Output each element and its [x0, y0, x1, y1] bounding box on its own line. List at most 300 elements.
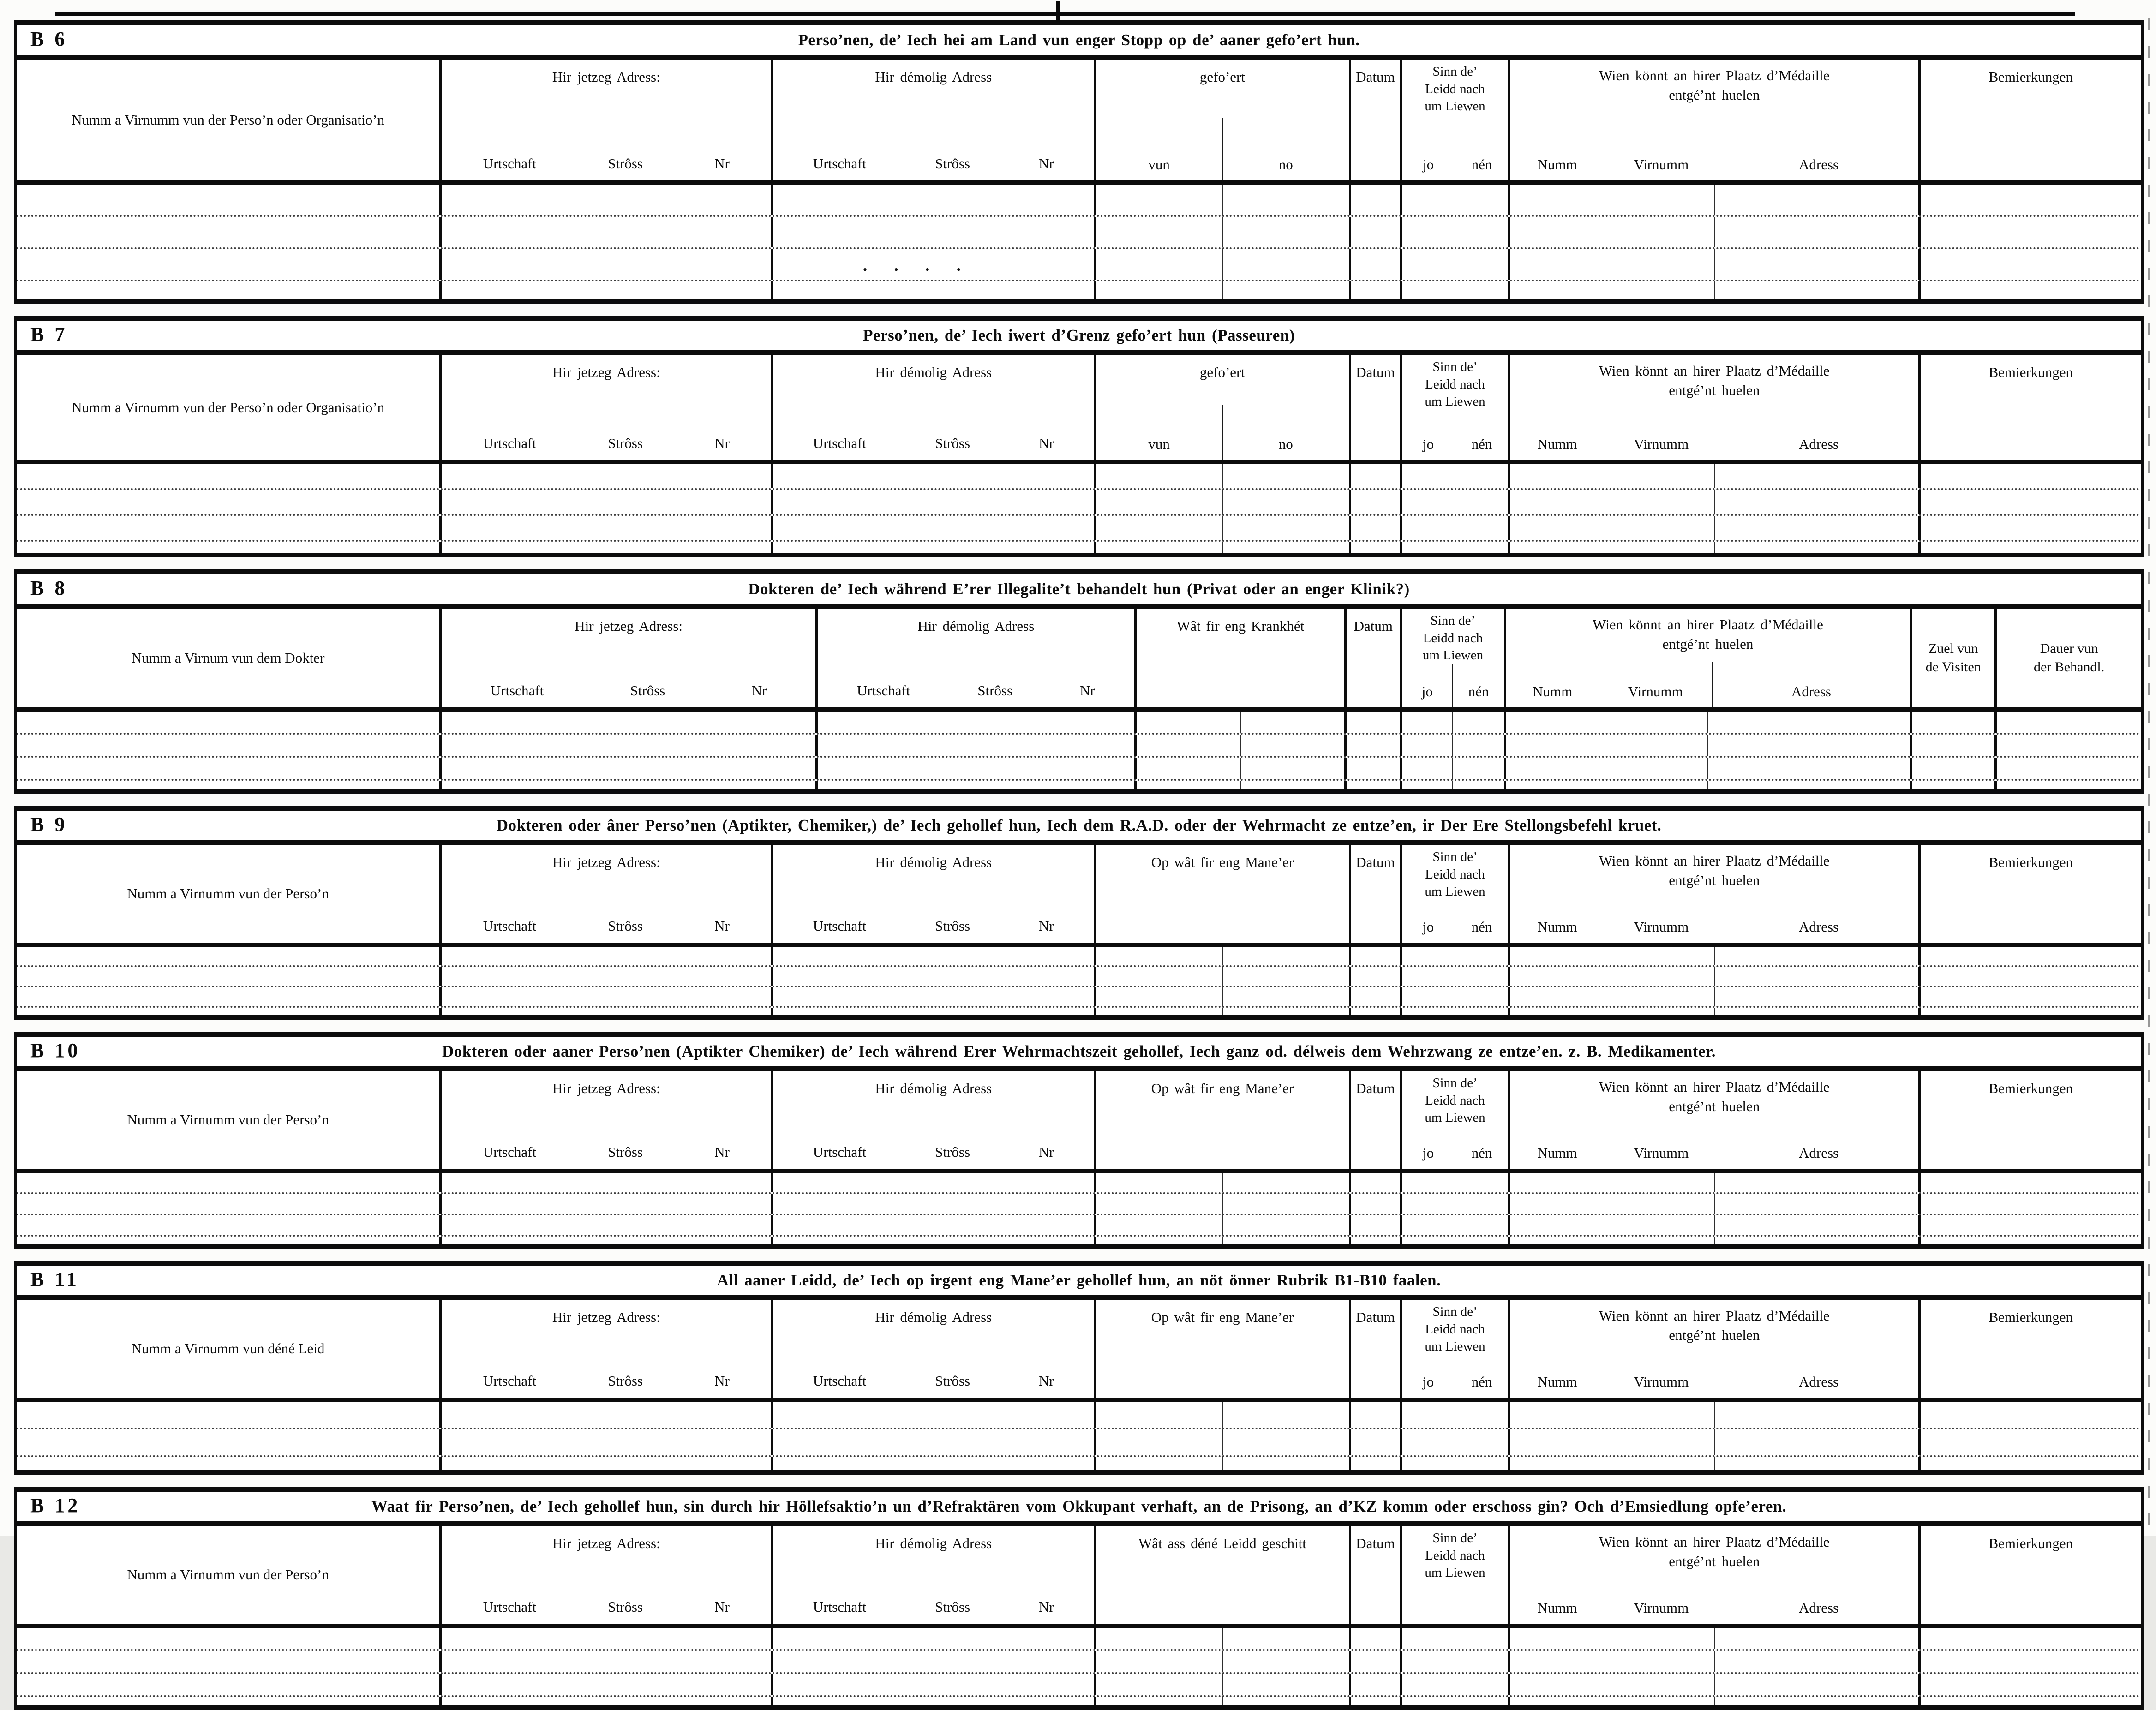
entry-cell	[1508, 464, 1918, 488]
entry-cell	[17, 281, 439, 299]
entry-cell	[1994, 735, 2141, 756]
urtschaft-label: Urtschaft	[813, 918, 867, 934]
sinn-label-line: Leidd nach	[1425, 1093, 1485, 1108]
entry-cell	[1400, 735, 1504, 756]
section-title: Dokteren de’ Iech während E’rer Illegalite’t behandelt hun (Privat oder an enger Klinik?)	[748, 580, 1410, 598]
nen-label: nén	[1455, 118, 1508, 180]
bemierkungen-label: Bemierkungen	[1988, 1080, 2073, 1096]
urtschaft-label: Urtschaft	[483, 1373, 537, 1389]
stross-label: Strôss	[935, 1144, 970, 1160]
name-column-header: Numm a Virnumm vun der Perso’n oder Organisatio’n	[72, 399, 385, 415]
entry-cell	[1508, 1429, 1918, 1455]
stross-label: Strôss	[630, 682, 665, 699]
datum-column-header	[1349, 1300, 1400, 1398]
entry-cell	[1918, 516, 2141, 540]
address-column-header	[439, 60, 771, 180]
remarks-column-header	[1918, 1071, 2141, 1169]
medal-subheaders	[1510, 125, 1918, 180]
address-subheaders	[773, 1144, 1094, 1169]
entry-cell	[1508, 1402, 1918, 1428]
address-label: Hir jetzeg Adress:	[552, 69, 660, 85]
entry-cell	[771, 987, 1094, 1006]
nr-label: Nr	[714, 155, 730, 172]
section-title: Dokteren oder âner Perso’nen (Aptikter, Chemiker,) de’ Iech gehollef hun, Iech dem R.A.D. oder der Wehrmacht ze entze’en, ir Der Ere Stellongsbefehl kruet.	[496, 816, 1662, 834]
entry-cell	[1400, 1194, 1508, 1214]
numm-label: Numm	[1537, 1145, 1577, 1161]
sinn-label-line: Leidd nach	[1423, 630, 1483, 646]
sinn-label	[1402, 1071, 1508, 1127]
section-title-bar	[17, 1492, 2141, 1526]
medal-column-header	[1508, 1526, 1918, 1624]
entry-cell	[439, 1628, 771, 1649]
entry-row	[17, 542, 2141, 553]
entry-cell	[17, 217, 439, 247]
entry-cell	[771, 1194, 1094, 1214]
entry-cell	[1508, 967, 1918, 986]
sinn-label	[1402, 60, 1508, 115]
medal-column-header	[1508, 845, 1918, 943]
bemierkungen-label: Bemierkungen	[1988, 854, 2073, 870]
entry-cell	[17, 1402, 439, 1428]
entry-cell	[1349, 1008, 1400, 1015]
section-title-bar	[17, 811, 2141, 845]
entry-cell	[1344, 758, 1400, 779]
medal-label-line: Wien könnt an hirer Plaatz d’Médaille	[1599, 363, 1830, 379]
medal-label	[1510, 1300, 1918, 1345]
entry-cell	[439, 249, 771, 280]
gefoert-label: gefo’ert	[1199, 69, 1245, 85]
entry-rows	[17, 185, 2141, 299]
entry-cell	[1918, 1697, 2141, 1705]
sinn-subheaders	[1402, 664, 1504, 707]
medal-label-line: Wien könnt an hirer Plaatz d’Médaille	[1599, 1534, 1830, 1550]
entry-cell	[17, 1194, 439, 1214]
entry-cell	[17, 781, 439, 789]
entry-row	[17, 781, 2141, 789]
address-subheaders	[442, 1373, 771, 1398]
medal-label-line: Wien könnt an hirer Plaatz d’Médaille	[1599, 67, 1830, 84]
adress-label: Adress	[1712, 662, 1910, 707]
datum-label: Datum	[1353, 618, 1393, 634]
entry-cell	[1094, 1697, 1348, 1705]
entry-row	[17, 1008, 2141, 1015]
section-title: Waat fir Perso’nen, de’ Iech gehollef hun, sin durch hir Höllefsaktio’n un d’Refraktären vom Okkupant verhaft, an de Prisong, an d’KZ komm oder erschoss gin? Och d’Emsiedlung opfe’eren.	[371, 1497, 1787, 1515]
entry-cell	[771, 185, 1094, 215]
entry-cell	[1400, 712, 1504, 733]
entry-row	[17, 490, 2141, 516]
entry-cell	[1400, 516, 1508, 540]
entry-cell	[1134, 735, 1345, 756]
entry-cell	[1400, 1429, 1508, 1455]
entry-cell	[1918, 1674, 2141, 1695]
entry-cell	[1400, 1697, 1508, 1705]
entry-cell	[1094, 217, 1348, 247]
sinn-column-header	[1400, 845, 1508, 943]
entry-cell	[17, 516, 439, 540]
sinn-label	[1402, 355, 1508, 411]
urtschaft-label: Urtschaft	[813, 1599, 867, 1615]
entry-cell	[1400, 967, 1508, 986]
entry-cell	[1508, 1457, 1918, 1470]
entry-cell	[1349, 1674, 1400, 1695]
entry-cell	[439, 1237, 771, 1244]
section-title: Perso’nen, de’ Iech hei am Land vun enger Stopp op de’ aaner gefo’ert hun.	[798, 31, 1360, 49]
entry-cell	[17, 947, 439, 965]
entry-cell	[1918, 185, 2141, 215]
action-column-header	[1094, 845, 1348, 943]
stross-label: Strôss	[608, 1599, 643, 1615]
entry-rows	[17, 1628, 2141, 1705]
entry-row	[17, 1651, 2141, 1674]
jo-label: jo	[1423, 1145, 1434, 1161]
entry-cell	[771, 1697, 1094, 1705]
entry-rows	[17, 712, 2141, 789]
numm-label: Numm	[1537, 919, 1577, 935]
address-subheaders	[442, 682, 815, 707]
section-title: Dokteren oder aaner Perso’nen (Aptikter Chemiker) de’ Iech während Erer Wehrmachtszeit gehollef, Iech ganz od. délweis dem Wehrzwang ze entze’en. z. B. Medikamenter.	[442, 1042, 1716, 1060]
remarks-column-header	[1918, 1526, 2141, 1624]
entry-cell	[1504, 758, 1910, 779]
entry-cell	[439, 217, 771, 247]
entry-cell	[1918, 249, 2141, 280]
entry-cell	[439, 967, 771, 986]
entry-row	[17, 516, 2141, 542]
sinn-label-line: Leidd nach	[1425, 1321, 1485, 1337]
entry-cell	[1094, 490, 1348, 514]
entry-cell	[1349, 1173, 1400, 1192]
entry-cell	[1349, 1237, 1400, 1244]
entry-cell	[1344, 735, 1400, 756]
section-title-bar	[17, 574, 2141, 609]
sinn-label	[1402, 1526, 1508, 1582]
entry-cell	[771, 281, 1094, 299]
duration-column-header	[1994, 609, 2141, 707]
entry-cell	[17, 1173, 439, 1192]
entry-cell	[1349, 1215, 1400, 1235]
entry-cell	[771, 1628, 1094, 1649]
address-column-header	[771, 1526, 1094, 1624]
virnumm-label: Virnumm	[1628, 683, 1683, 700]
adress-label: Adress	[1719, 125, 1918, 180]
address-label: Hir démolig Adress	[875, 69, 992, 85]
action-column-header	[1094, 1526, 1348, 1624]
entry-cell	[439, 1173, 771, 1192]
address-subheaders	[442, 918, 771, 943]
entry-cell	[1508, 947, 1918, 965]
page-edge-line	[2148, 18, 2150, 1527]
entry-cell	[1508, 1651, 1918, 1672]
nr-label: Nr	[751, 682, 767, 699]
sinn-subheaders	[1402, 901, 1508, 943]
duration-label	[1997, 640, 2141, 677]
entry-cell	[771, 490, 1094, 514]
entry-cell	[439, 281, 771, 299]
entry-rows	[17, 947, 2141, 1015]
section-header-row	[17, 1300, 2141, 1402]
datum-label: Datum	[1356, 854, 1395, 870]
remarks-column-header	[1918, 60, 2141, 180]
address-subheaders	[773, 155, 1094, 180]
entry-row	[17, 712, 2141, 735]
no-label: no	[1222, 405, 1349, 460]
entry-cell	[1508, 1215, 1918, 1235]
entry-cell	[1094, 542, 1348, 553]
entry-cell	[771, 1457, 1094, 1470]
bemierkungen-label: Bemierkungen	[1988, 69, 2073, 85]
entry-cell	[439, 490, 771, 514]
sinn-column-header	[1400, 609, 1504, 707]
entry-cell	[1918, 1215, 2141, 1235]
entry-cell	[771, 1008, 1094, 1015]
nr-label: Nr	[714, 1144, 730, 1160]
address-subheaders	[442, 435, 771, 460]
nr-label: Nr	[1038, 1373, 1054, 1389]
section-header-row	[17, 845, 2141, 947]
name-column-header: Numm a Virnum vun dem Dokter	[131, 650, 325, 666]
entry-cell	[17, 712, 439, 733]
address-label: Hir démolig Adress	[875, 364, 992, 380]
action-label: Wât ass déné Leidd geschitt	[1138, 1535, 1306, 1551]
entry-cell	[1400, 947, 1508, 965]
entry-cell	[1400, 1457, 1508, 1470]
sinn-subheaders	[1402, 411, 1508, 460]
entry-cell	[1508, 249, 1918, 280]
section-id: B 11	[30, 1268, 79, 1291]
entry-cell	[439, 781, 815, 789]
jo-label: jo	[1421, 683, 1433, 700]
entry-row	[17, 758, 2141, 781]
entry-cell	[1349, 249, 1400, 280]
sinn-label-line: Sinn de’	[1432, 1304, 1478, 1319]
address-subheaders	[442, 1144, 771, 1169]
stross-label: Strôss	[977, 682, 1013, 699]
form-section-b10	[14, 1032, 2144, 1249]
numm-label: Numm	[1537, 436, 1577, 452]
virnumm-label: Virnumm	[1634, 1374, 1689, 1390]
form-section-b11	[14, 1261, 2144, 1475]
entry-cell	[1508, 1237, 1918, 1244]
section-title-bar	[17, 321, 2141, 355]
jo-label: jo	[1423, 436, 1434, 452]
stross-label: Strôss	[608, 155, 643, 172]
nr-label: Nr	[1038, 918, 1054, 934]
name-column-header: Numm a Virnumm vun déné Leid	[131, 1340, 325, 1357]
entry-row	[17, 1697, 2141, 1705]
entry-row	[17, 281, 2141, 299]
address-column-header	[771, 355, 1094, 460]
entry-cell	[1134, 758, 1345, 779]
entry-cell	[1349, 185, 1400, 215]
address-column-header	[439, 609, 815, 707]
entry-cell	[1400, 1237, 1508, 1244]
address-subheaders	[818, 682, 1134, 707]
entry-cell	[1349, 1697, 1400, 1705]
medal-subheaders	[1510, 1352, 1918, 1398]
nen-label: nén	[1455, 411, 1508, 460]
urtschaft-label: Urtschaft	[483, 435, 537, 451]
entry-cell	[1508, 185, 1918, 215]
entry-cell	[17, 1628, 439, 1649]
entry-cell	[771, 1651, 1094, 1672]
nr-label: Nr	[714, 435, 730, 451]
urtschaft-label: Urtschaft	[813, 155, 867, 172]
duration-label-line: der Behandl.	[2033, 659, 2105, 675]
entry-cell	[1344, 712, 1400, 733]
entry-cell	[1349, 1429, 1400, 1455]
visits-label-line: de Visiten	[1925, 659, 1981, 675]
address-label: Hir démolig Adress	[875, 1535, 992, 1551]
entry-cell	[1400, 1402, 1508, 1428]
entry-cell	[1349, 542, 1400, 553]
address-label: Hir jetzeg Adress:	[552, 854, 660, 870]
entry-cell	[439, 1008, 771, 1015]
entry-cell	[1918, 1429, 2141, 1455]
datum-label: Datum	[1356, 1535, 1395, 1551]
address-column-header	[439, 1526, 771, 1624]
entry-cell	[1508, 217, 1918, 247]
entry-cell	[1508, 490, 1918, 514]
numm-label: Numm	[1533, 683, 1573, 700]
entry-cell	[439, 735, 815, 756]
sinn-column-header	[1400, 1071, 1508, 1169]
entry-cell	[1349, 987, 1400, 1006]
address-column-header	[439, 355, 771, 460]
entry-cell	[771, 1429, 1094, 1455]
stross-label: Strôss	[935, 1599, 970, 1615]
section-id: B 7	[30, 323, 68, 346]
entry-cell	[1400, 542, 1508, 553]
section-header-row	[17, 1526, 2141, 1628]
entry-cell	[1918, 1194, 2141, 1214]
entry-cell	[17, 1008, 439, 1015]
entry-cell	[1508, 1697, 1918, 1705]
nen-label: nén	[1455, 1356, 1508, 1398]
section-title-bar	[17, 25, 2141, 60]
address-subheaders	[773, 918, 1094, 943]
entry-row	[17, 1215, 2141, 1237]
entry-cell	[1504, 735, 1910, 756]
medal-label	[1510, 1526, 1918, 1571]
urtschaft-label: Urtschaft	[483, 1599, 537, 1615]
sinn-label	[1402, 845, 1508, 901]
entry-cell	[1918, 1457, 2141, 1470]
sinn-column-header	[1400, 1300, 1508, 1398]
nen-label: nén	[1455, 901, 1508, 943]
nr-label: Nr	[714, 1373, 730, 1389]
address-label: Hir jetzeg Adress:	[575, 618, 683, 634]
entry-row	[17, 185, 2141, 217]
entry-cell	[17, 1674, 439, 1695]
entry-row	[17, 217, 2141, 249]
address-column-header	[771, 845, 1094, 943]
urtschaft-label: Urtschaft	[483, 1144, 537, 1160]
entry-cell	[17, 758, 439, 779]
entry-cell	[1910, 781, 1994, 789]
address-column-header	[439, 1300, 771, 1398]
entry-row	[17, 1237, 2141, 1244]
visits-label	[1912, 640, 1994, 677]
datum-column-header	[1344, 609, 1400, 707]
entry-cell	[439, 1402, 771, 1428]
gefoert-subheaders	[1096, 118, 1348, 180]
entry-cell	[439, 947, 771, 965]
entry-row	[17, 735, 2141, 758]
entry-cell	[1400, 1173, 1508, 1192]
entry-row	[17, 1429, 2141, 1457]
address-column-header	[815, 609, 1134, 707]
section-id: B 10	[30, 1039, 81, 1062]
ink-marks: • • • •	[862, 263, 973, 276]
entry-cell	[1094, 947, 1348, 965]
form-sections	[14, 20, 2144, 1710]
action-column-header	[1094, 60, 1348, 180]
remarks-column-header	[1918, 1300, 2141, 1398]
entry-row	[17, 1674, 2141, 1697]
medal-label	[1510, 355, 1918, 400]
address-label: Hir démolig Adress	[875, 854, 992, 870]
entry-cell	[17, 967, 439, 986]
adress-label: Adress	[1719, 1352, 1918, 1398]
action-label: Op wât fir eng Mane’er	[1151, 1080, 1294, 1096]
urtschaft-label: Urtschaft	[490, 682, 544, 699]
jo-label: jo	[1423, 1374, 1434, 1390]
entry-cell	[1094, 1173, 1348, 1192]
form-section-b9	[14, 806, 2144, 1020]
entry-cell	[1094, 1429, 1348, 1455]
entry-cell	[815, 781, 1134, 789]
datum-column-header	[1349, 1526, 1400, 1624]
entry-rows	[17, 464, 2141, 553]
sinn-label-line: um Liewen	[1422, 648, 1484, 663]
numm-label: Numm	[1537, 1374, 1577, 1390]
adress-label: Adress	[1719, 412, 1918, 460]
entry-cell	[1918, 1628, 2141, 1649]
entry-cell	[771, 1402, 1094, 1428]
entry-cell	[1918, 281, 2141, 299]
entry-cell	[1094, 1194, 1348, 1214]
entry-cell	[439, 1215, 771, 1235]
entry-cell	[1994, 781, 2141, 789]
medal-label	[1510, 1071, 1918, 1116]
sinn-label-line: um Liewen	[1425, 394, 1485, 409]
entry-rows	[17, 1402, 2141, 1470]
entry-row	[17, 1628, 2141, 1651]
entry-cell	[1400, 281, 1508, 299]
visits-column-header	[1910, 609, 1994, 707]
entry-cell	[1094, 1651, 1348, 1672]
stross-label: Strôss	[935, 435, 970, 451]
section-header-row	[17, 1071, 2141, 1173]
entry-cell	[1094, 1674, 1348, 1695]
sinn-label-line: Leidd nach	[1425, 377, 1485, 392]
entry-cell	[1094, 281, 1348, 299]
entry-cell	[1508, 1008, 1918, 1015]
entry-cell	[1094, 1237, 1348, 1244]
urtschaft-label: Urtschaft	[813, 435, 867, 451]
jo-label: jo	[1423, 919, 1434, 935]
sinn-label-line: Sinn de’	[1430, 613, 1476, 628]
medal-subheaders	[1510, 897, 1918, 943]
section-id: B 9	[30, 813, 68, 836]
sinn-label-line: Sinn de’	[1432, 1076, 1478, 1090]
entry-row	[17, 1457, 2141, 1470]
address-subheaders	[773, 1599, 1094, 1624]
address-subheaders	[773, 1373, 1094, 1398]
entry-cell	[771, 947, 1094, 965]
entry-cell	[17, 1237, 439, 1244]
entry-cell	[771, 1237, 1094, 1244]
entry-cell	[1094, 1008, 1348, 1015]
